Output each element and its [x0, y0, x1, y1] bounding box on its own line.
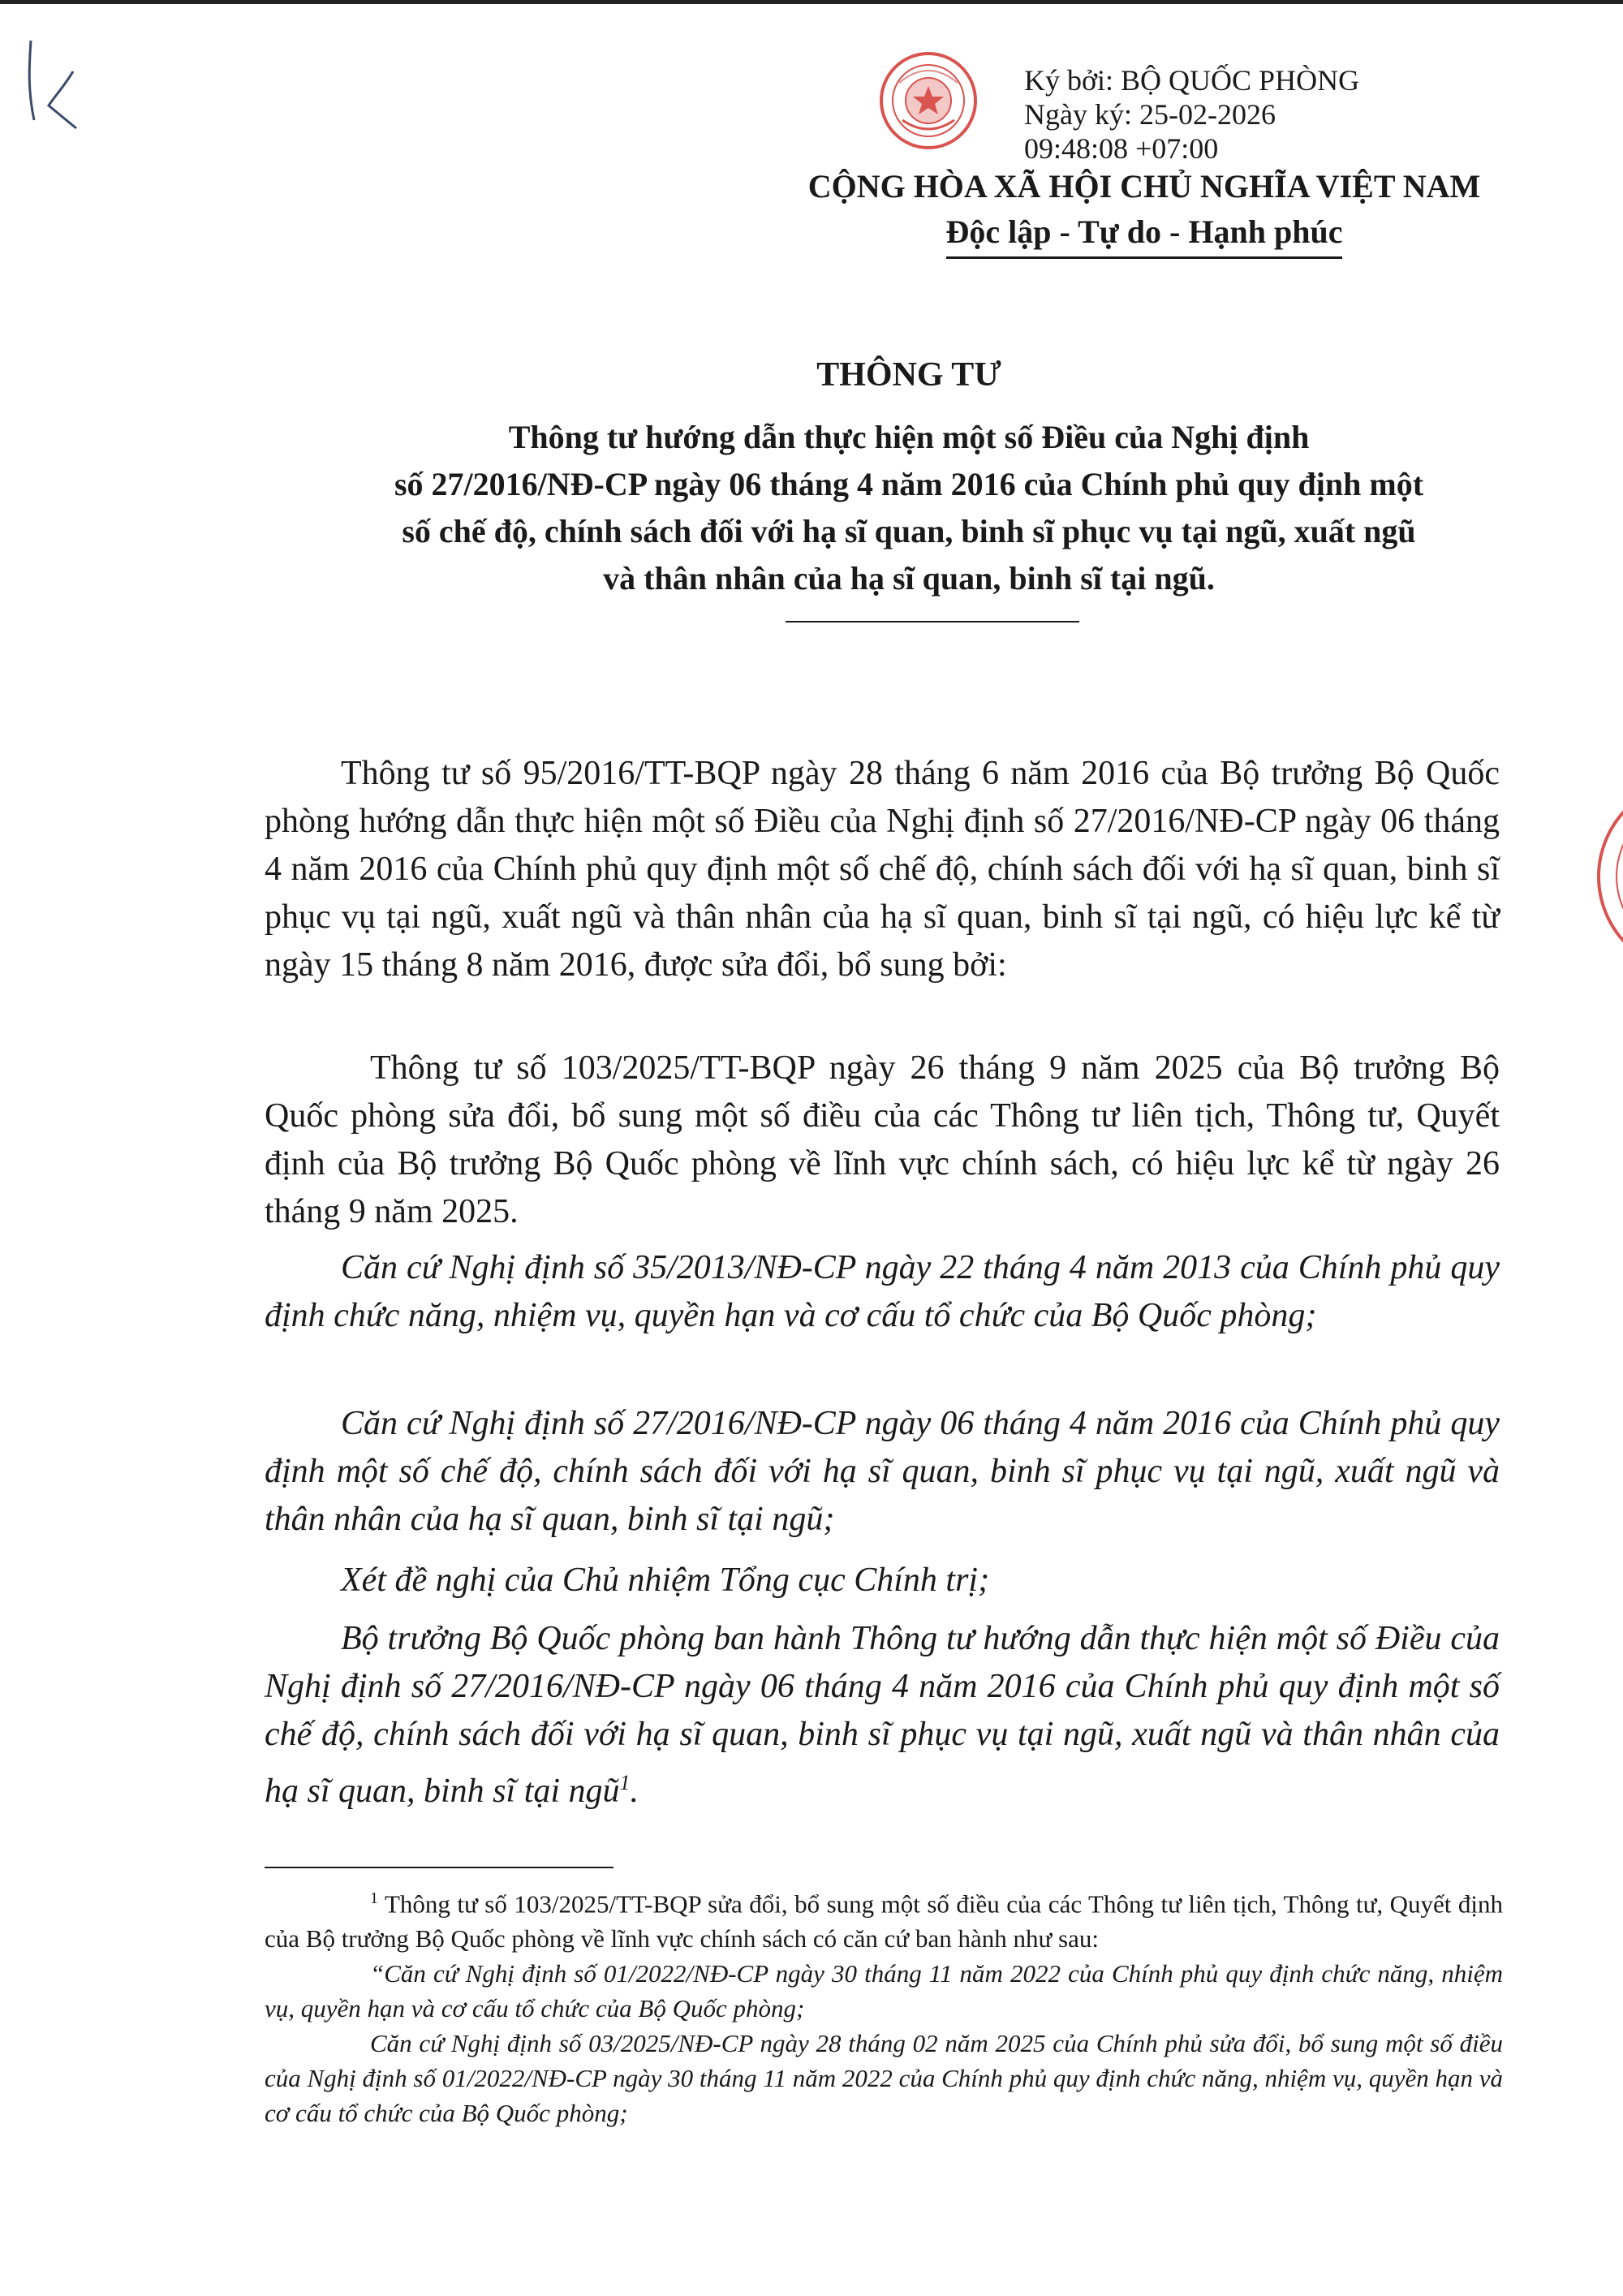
signed-by: Ký bởi: BỘ QUỐC PHÒNG — [1024, 64, 1360, 97]
footnote-marker: 1 — [370, 1889, 378, 1907]
summary-line: số 27/2016/NĐ-CP ngày 06 tháng 4 năm 2016 của Chính phủ quy định một — [394, 466, 1424, 502]
national-emblem-seal-icon — [878, 50, 979, 151]
summary-line: và thân nhân của hạ sĩ quan, binh sĩ tại ngũ. — [603, 560, 1215, 597]
national-motto — [714, 213, 1574, 251]
issuance-text: Bộ trưởng Bộ Quốc phòng ban hành Thông tư hướng dẫn thực hiện một số Điều của Nghị định số 27/2016/NĐ-CP ngày 06 tháng 4 năm 2016 của Chính phủ quy định một số chế độ, chính sách đối với hạ sĩ quan, binh sĩ phục vụ tại ngũ, xuất ngũ và thân nhân của hạ sĩ quan, binh sĩ tại ngũ — [265, 1620, 1500, 1810]
footnote-ref[interactable]: 1 — [619, 1771, 631, 1794]
document-type: THÔNG TƯ — [816, 356, 1001, 394]
signed-date: Ngày ký: 25-02-2026 — [1024, 98, 1276, 131]
footnote-text-1: Thông tư số 103/2025/TT-BQP sửa đổi, bổ sung một số điều của các Thông tư liên tịch, Thông tư, Quyết định của Bộ trưởng Bộ Quốc phòng về lĩnh vực chính sách có căn cứ ban hành như sau: — [265, 1889, 1503, 1954]
red-stamp-icon — [1581, 771, 1623, 982]
national-title: CỘNG HÒA XÃ HỘI CHỦ NGHĨA VIỆT NAM — [807, 168, 1481, 205]
proposal-text: Xét đề nghị của Chủ nhiệm Tổng cục Chính trị; — [341, 1562, 990, 1599]
signed-time: 09:48:08 +07:00 — [1024, 132, 1219, 165]
national-motto-text: Độc lập - Tự do - Hạnh phúc — [946, 213, 1343, 259]
intro-text: Thông tư số 95/2016/TT-BQP ngày 28 tháng 6 năm 2016 của Bộ trưởng Bộ Quốc phòng hướng dẫn thực hiện một số Điều của Nghị định số 27/2016/NĐ-CP ngày 06 tháng 4 năm 2016 của Chính phủ quy định một số chế độ, chính sách đối với hạ sĩ quan, binh sĩ phục vụ tại ngũ, xuất ngũ và thân nhân của hạ sĩ quan, binh sĩ tại ngũ, có hiệu lực kể từ ngày 15 tháng 8 năm 2016, được sửa đổi, bổ sung bởi: — [265, 755, 1500, 984]
footnote-text-2: “Căn cứ Nghị định số 01/2022/NĐ-CP ngày 30 tháng 11 năm 2022 của Chính phủ quy định chức năng, nhiệm vụ, quyền hạn và cơ cấu tổ chức của Bộ Quốc phòng; — [265, 1959, 1503, 2023]
summary-divider — [786, 621, 1079, 622]
legal-basis-1-text: Căn cứ Nghị định số 35/2013/NĐ-CP ngày 22 tháng 4 năm 2013 của Chính phủ quy định chức năng, nhiệm vụ, quyền hạn và cơ cấu tổ chức của Bộ Quốc phòng; — [265, 1249, 1500, 1334]
summary-line: Thông tư hướng dẫn thực hiện một số Điều của Nghị định — [508, 419, 1310, 455]
digital-signature-info — [1024, 63, 1359, 166]
issuance-paragraph — [265, 1615, 1500, 1816]
footnote-divider — [265, 1867, 613, 1868]
footnote-text-3: Căn cứ Nghị định số 03/2025/NĐ-CP ngày 28 tháng 02 năm 2025 của Chính phủ sửa đổi, bổ sung một số điều của Nghị định số 01/2022/NĐ-CP ngày 30 tháng 11 năm 2022 của Chính phủ quy định chức năng, nhiệm vụ, quyền hạn và cơ cấu tổ chức của Bộ Quốc phòng; — [265, 2029, 1503, 2128]
legal-basis-1 — [265, 1244, 1500, 1340]
document-summary — [260, 414, 1558, 602]
proposal-paragraph — [265, 1557, 1500, 1605]
legal-basis-2-text: Căn cứ Nghị định số 27/2016/NĐ-CP ngày 06 tháng 4 năm 2016 của Chính phủ quy định một số chế độ, chính sách đối với hạ sĩ quan, binh sĩ phục vụ tại ngũ, xuất ngũ và thân nhân của hạ sĩ quan, binh sĩ tại ngũ; — [265, 1405, 1500, 1538]
amendment-text: Thông tư số 103/2025/TT-BQP ngày 26 tháng 9 năm 2025 của Bộ trưởng Bộ Quốc phòng sửa đổi, bổ sung một số điều của các Thông tư liên tịch, Thông tư, Quyết định của Bộ trưởng Bộ Quốc phòng về lĩnh vực chính sách, có hiệu lực kể từ ngày 26 tháng 9 năm 2025. — [265, 1049, 1500, 1230]
issuance-end: . — [630, 1773, 639, 1810]
summary-line: số chế độ, chính sách đối với hạ sĩ quan, binh sĩ phục vụ tại ngũ, xuất ngũ — [402, 513, 1416, 549]
handwritten-mark-icon — [16, 24, 89, 138]
legal-basis-2 — [265, 1400, 1500, 1544]
footnote — [265, 1881, 1503, 2130]
amendment-paragraph — [265, 1045, 1500, 1236]
intro-paragraph — [265, 750, 1500, 989]
page-top-edge — [0, 0, 1623, 4]
